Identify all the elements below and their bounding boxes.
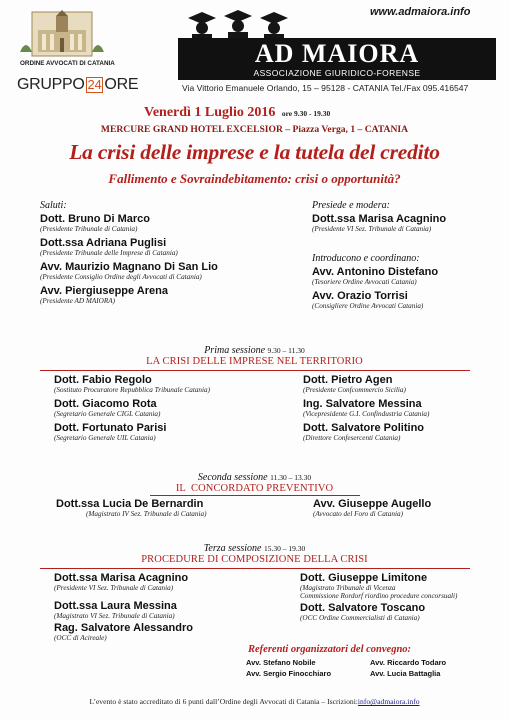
session-3-left: [54, 572, 193, 642]
introducono-role-1: (Tesoriere Ordine Avvocati Catania): [312, 278, 417, 286]
presiede-role: (Presidente VI Sez. Tribunale di Catania): [312, 225, 432, 233]
referenti-name-1: Avv. Stefano Nobile: [246, 658, 316, 667]
s3-right-name-2: Dott. Salvatore Toscano: [300, 602, 426, 614]
session-3-time: 15.30 – 19.30: [263, 544, 306, 553]
saluti-list: [40, 213, 218, 305]
s3-left-name-3: Rag. Salvatore Alessandro: [54, 622, 193, 634]
session-2-title: IL CONCORDATO PREVENTIVO: [175, 483, 334, 494]
s3-right-name-1: Dott. Giuseppe Limitone: [300, 572, 428, 584]
event-time: ore 9.30 - 19.30: [281, 109, 331, 118]
graduation-cap-icon: [178, 8, 308, 42]
gruppo24ore-logo: [17, 76, 138, 94]
session-1-time: 9.30 – 11.30: [267, 346, 305, 355]
session-1-right: [303, 374, 429, 442]
s2-left-name-1: Dott.ssa Lucia De Bernardin: [56, 498, 204, 510]
org-address: Via Vittorio Emanuele Orlando, 15 – 95128 - CATANIA Tel./Fax 095.416547: [182, 83, 469, 93]
org-name: AD MAIORA: [254, 39, 420, 68]
session-2-header: [0, 472, 509, 494]
s1-left-name-3: Dott. Fortunato Parisi: [54, 422, 167, 434]
s1-left-role-3: (Segretario Generale UIL Catania): [54, 434, 156, 442]
session-3-rule: [40, 568, 470, 569]
session-3-label: [0, 543, 509, 554]
s2-right-name-1: Avv. Giuseppe Augello: [313, 498, 432, 510]
session-1-header: [0, 345, 509, 367]
event-venue: MERCURE GRAND HOTEL EXCELSIOR – Piazza Verga, 1 – CATANIA: [100, 124, 409, 135]
event-title: La crisi delle imprese e la tutela del credito: [69, 140, 440, 164]
session-2-left: [56, 498, 206, 518]
s1-left-name-2: Dott. Giacomo Rota: [54, 398, 157, 410]
session-2-rule: [150, 495, 360, 496]
event-date-text: Venerdì 1 Luglio 2016: [144, 105, 276, 120]
session-1-rule: [40, 370, 470, 371]
footer: [0, 697, 509, 706]
s3-left-role-2: (Magistrato VI Sez. Tribunale di Catania): [54, 612, 175, 620]
s3-right-role-1: (Magistrato Tribunale di Vicenza: [300, 584, 396, 592]
footer-email-link[interactable]: info@admaiora.info: [357, 697, 420, 706]
courthouse-seal-icon: [16, 8, 108, 60]
org-banner: [178, 38, 496, 80]
s3-left-role-1: (Presidente VI Sez. Tribunale di Catania): [54, 584, 174, 592]
s1-left-name-1: Dott. Fabio Regolo: [54, 374, 152, 386]
event-date: [144, 105, 330, 121]
presiede-list: [312, 213, 446, 233]
session-3-right: [300, 572, 457, 622]
org-subtitle: ASSOCIAZIONE GIURIDICO-FORENSE: [253, 68, 421, 78]
ordine-seal-logo: [16, 8, 108, 60]
logo-suffix: ORE: [104, 76, 139, 93]
session-3-header: [0, 543, 509, 565]
saluti-name-1: Dott. Bruno Di Marco: [40, 213, 150, 225]
s3-left-name-1: Dott.ssa Marisa Acagnino: [54, 572, 189, 584]
session-2-time: 11.30 – 13.30: [270, 473, 312, 482]
saluti-label: Saluti:: [40, 200, 67, 211]
s1-right-name-3: Dott. Salvatore Politino: [303, 422, 425, 434]
s1-left-role-1: (Sostituto Procuratore Repubblica Tribunale Catania): [54, 386, 210, 394]
saluti-name-2: Dott.ssa Adriana Puglisi: [40, 237, 167, 249]
saluti-role-2: (Presidente Tribunale delle Imprese di Catania): [40, 249, 178, 257]
referenti-name-4: Avv. Lucia Battaglia: [370, 669, 441, 678]
session-2-name: Seconda sessione: [197, 472, 268, 483]
s1-right-role-1: (Presidente Confcommercio Sicilia): [303, 386, 406, 394]
presiede-label: Presiede e modera:: [312, 200, 390, 211]
ordine-label: ORDINE AVVOCATI DI CATANIA: [20, 60, 115, 67]
saluti-name-4: Avv. Piergiuseppe Arena: [40, 285, 168, 297]
referenti-name-3: Avv. Sergio Finocchiaro: [246, 669, 332, 678]
s1-left-role-2: (Segretario Generale CIGL Catania): [54, 410, 161, 418]
saluti-name-3: Avv. Maurizio Magnano Di San Lio: [40, 261, 218, 273]
introducono-list: [312, 266, 438, 310]
logo-number: 24: [87, 77, 102, 92]
s3-right-role-1b: Commissione Rordorf riordino procedure concorsuali): [300, 592, 458, 600]
s1-right-role-3: (Direttore Confesercenti Catania): [303, 434, 401, 442]
footer-text: L’evento è stato accreditato di 6 punti dall’Ordine degli Avvocati di Catania – Iscrizioni:: [89, 697, 358, 706]
session-1-title: LA CRISI DELLE IMPRESE NEL TERRITORIO: [146, 356, 363, 367]
session-1-label: [0, 345, 509, 356]
website-url: www.admaiora.info: [370, 6, 471, 18]
session-2-right: [313, 498, 431, 518]
referenti-label: Referenti organizzatori del convegno:: [248, 644, 412, 655]
introducono-name-1: Avv. Antonino Distefano: [312, 266, 439, 278]
introducono-role-2: (Consigliere Ordine Avvocati Catania): [312, 302, 424, 310]
graduates-illustration: [178, 8, 308, 42]
s2-right-role-1: (Avvocato del Foro di Catania): [313, 510, 403, 518]
s3-right-role-2: (OCC Ordine Commercialisti di Catania): [300, 614, 420, 622]
session-1-name: Prima sessione: [204, 345, 266, 356]
event-subtitle: Fallimento e Sovraindebitamento: crisi o opportunità?: [108, 171, 401, 186]
s1-right-name-2: Ing. Salvatore Messina: [303, 398, 422, 410]
session-2-label: [0, 472, 509, 483]
session-3-title: PROCEDURE DI COMPOSIZIONE DELLA CRISI: [141, 554, 368, 565]
referenti-name-2: Avv. Riccardo Todaro: [370, 658, 447, 667]
introducono-name-2: Avv. Orazio Torrisi: [312, 290, 408, 302]
session-3-name: Terza sessione: [203, 543, 262, 554]
s1-right-role-2: (Vicepresidente G.I. Confindustria Catania): [303, 410, 430, 418]
saluti-role-3: (Presidente Consiglio Ordine degli Avvocati di Catania): [40, 273, 202, 281]
session-1-left: [54, 374, 210, 442]
s3-left-role-3: (OCC di Acireale): [54, 634, 107, 642]
saluti-role-4: (Presidente AD MAIORA): [40, 297, 116, 305]
s3-left-name-2: Dott.ssa Laura Messina: [54, 600, 177, 612]
presiede-name: Dott.ssa Marisa Acagnino: [312, 213, 447, 225]
saluti-role-1: (Presidente Tribunale di Catania): [40, 225, 138, 233]
logo-prefix: GRUPPO: [17, 76, 85, 93]
s1-right-name-1: Dott. Pietro Agen: [303, 374, 393, 386]
introducono-label: Introducono e coordinano:: [312, 253, 420, 264]
s2-left-role-1: (Magistrato IV Sez. Tribunale di Catania): [86, 510, 207, 518]
